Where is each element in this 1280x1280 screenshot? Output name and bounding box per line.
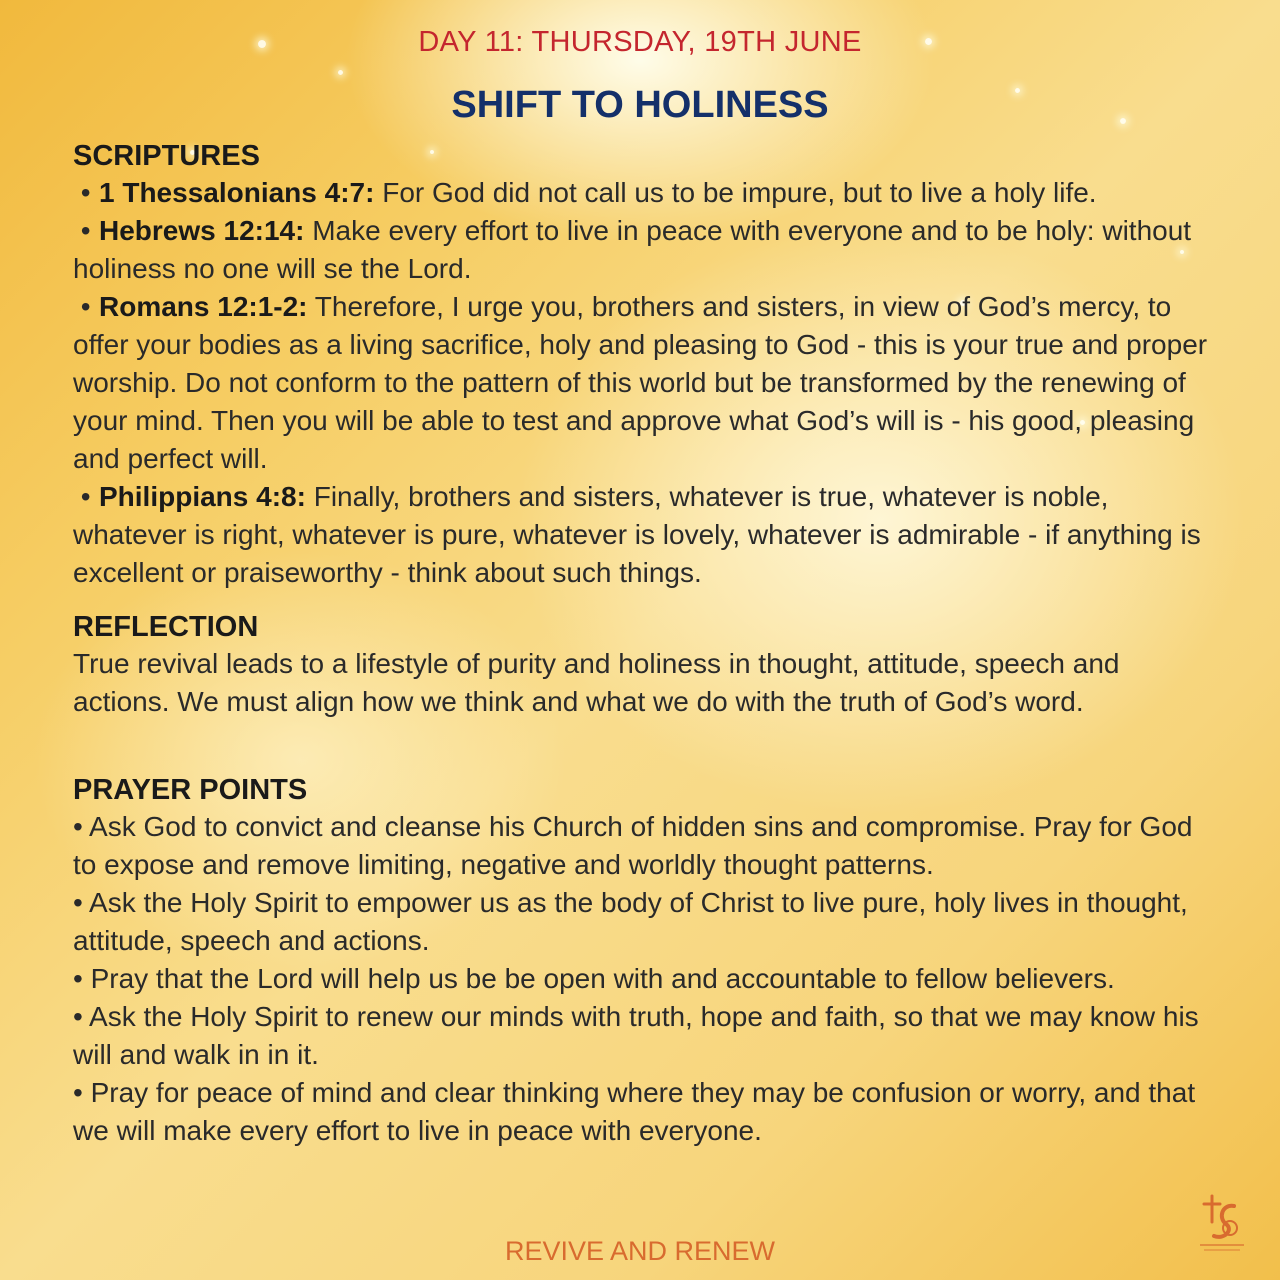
reflection-heading: REFLECTION xyxy=(73,611,259,643)
scripture-ref: Philippians 4:8: xyxy=(99,481,306,512)
scripture-text: For God did not call us to be impure, but to live a holy life. xyxy=(374,177,1097,208)
church-logo-icon xyxy=(1194,1192,1250,1254)
prayer-point: • Ask the Holy Spirit to empower us as the body of Christ to live pure, holy lives in thought, attitude, speech and actions. xyxy=(73,887,1188,956)
page-title: SHIFT TO HOLINESS xyxy=(451,84,829,126)
prayer-points-section xyxy=(73,772,1208,1150)
prayer-point: • Pray for peace of mind and clear thinking where they may be confusion or worry, and that we will make every effort to live in peace with everyone. xyxy=(73,1077,1196,1146)
scripture-text: Finally, brothers and sisters, whatever is true, whatever is noble, whatever is right, whatever is pure, whatever is lovely, whatever is admirable - if anything is excellent or praiseworthy - think about such things. xyxy=(73,481,1201,588)
scripture-ref: 1 Thessalonians 4:7: xyxy=(99,177,375,208)
scripture-ref: Romans 12:1-2: xyxy=(99,291,308,322)
scripture-item xyxy=(73,174,1223,212)
scripture-item xyxy=(73,288,1223,478)
prayer-point: • Pray that the Lord will help us be be open with and accountable to fellow believers. xyxy=(73,963,1115,994)
scriptures-heading: SCRIPTURES xyxy=(73,140,260,172)
scripture-item xyxy=(73,212,1223,288)
reflection-text: True revival leads to a lifestyle of purity and holiness in thought, attitude, speech and actions. We must align how we think and what we do with the truth of God’s word. xyxy=(73,648,1120,717)
bullet-icon: • xyxy=(73,291,91,322)
prayer-points-heading: PRAYER POINTS xyxy=(73,774,308,806)
scripture-item xyxy=(73,478,1223,592)
footer-tagline: REVIVE AND RENEW xyxy=(504,1236,776,1266)
scripture-text: Therefore, I urge you, brothers and sisters, in view of God’s mercy, to offer your bodies as a living sacrifice, holy and pleasing to God - this is your true and proper worship. Do not conform to the pattern of this world but be transformed by the renewing of your mind. Then you will be able to test and approve what God’s will is - his good, pleasing and perfect will. xyxy=(73,291,1208,474)
bullet-icon: • xyxy=(73,215,91,246)
prayer-point: • Ask the Holy Spirit to renew our minds with truth, hope and faith, so that we may know his will and walk in in it. xyxy=(73,1001,1199,1070)
scripture-ref: Hebrews 12:14: xyxy=(99,215,305,246)
scripture-text: Make every effort to live in peace with everyone and to be holy: without holiness no one will se the Lord. xyxy=(73,215,1192,284)
prayer-point: • Ask God to convict and cleanse his Church of hidden sins and compromise. Pray for God to expose and remove limiting, negative and worldly thought patterns. xyxy=(73,811,1193,880)
bullet-icon: • xyxy=(73,177,91,208)
day-title: DAY 11: THURSDAY, 19TH JUNE xyxy=(418,26,862,58)
reflection-section xyxy=(73,609,1203,721)
bullet-icon: • xyxy=(73,481,91,512)
scriptures-section xyxy=(73,138,1223,592)
